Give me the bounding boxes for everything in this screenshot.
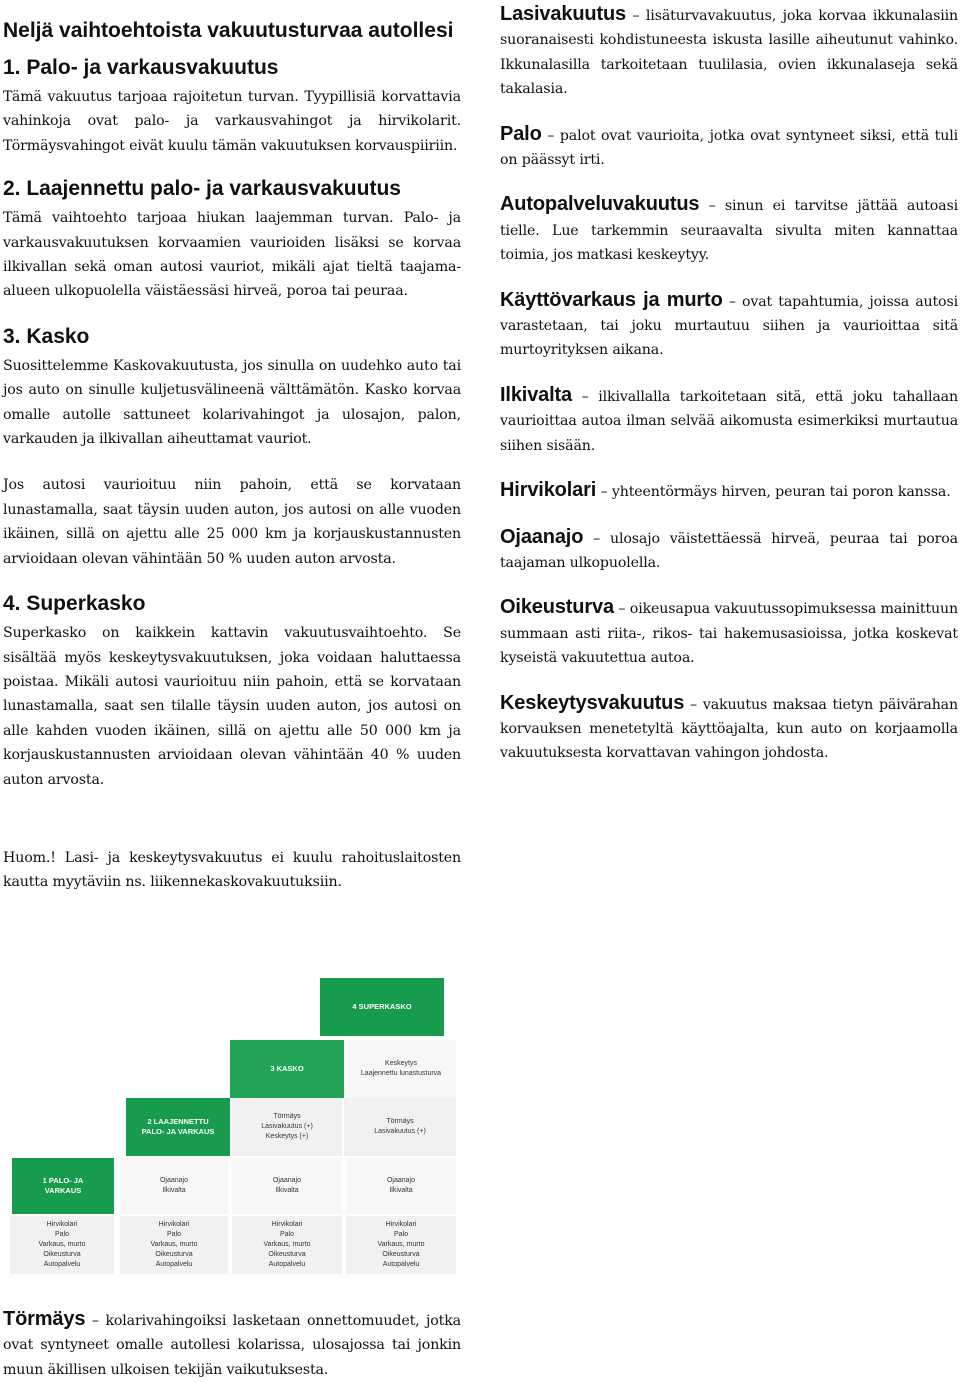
- pyramid-ojaanajo-box-1: [120, 1158, 228, 1214]
- definition-text: sinun ei tarvitse jättää autoasi tielle. Lue tarkemmin seuraavalta sivulta miten kannattaa toimia, jos matkasi keskeytyy.: [500, 198, 958, 264]
- pyramid-label: PALO- JA VARKAUS: [141, 1127, 215, 1136]
- definition-text: ilkivallalla tarkoitetaan sitä, että joku tahallaan vaurioittaa autoa ilman selvää aikomusta esimerkiksi murtautua siihen sisään.: [500, 388, 958, 454]
- pyramid-text: Hirvikolari: [271, 1221, 303, 1228]
- pyramid-text: Lasivakuutus (+): [374, 1128, 426, 1135]
- section-2-text: Tämä vaihtoehto tarjoaa hiukan laajemman turvan. Palo- ja varkausvakuutuksen korvaamien vaurioiden lisäksi se korvaa ilkivallan sekä oman autosi vauriot, mikäli ajat tieltä taajama-alueen ulkopuolella väistäessäsi hirveä, poroa tai peuraa.: [3, 210, 461, 300]
- term: Autopalveluvakuutus: [500, 193, 700, 216]
- section-4-heading: 4. Superkasko: [3, 592, 146, 616]
- definition-keskeytysvakuutus: Keskeytysvakuutus – vakuutus maksaa tietyn päivärahan korvauksen menetetyltä käyttöajalta, kun auto on korjaamolla vakuutuksesta korvattavan vahingon johdosta.: [500, 691, 958, 762]
- definition-kayttovarkaus: Käyttövarkaus ja murto – ovat tapahtumia, joissa autosi varastetaan, tai joku murtautuu siihen ja vaurioittaa sitä murtoyrityksen aikana.: [500, 288, 958, 359]
- definition-text: oikeusapua vakuutussopimuksessa mainittuun summaan asti riita-, rikos- tai hakemusasioissa, jotka koskevat kyseistä vakuutettua autoa.: [500, 601, 958, 667]
- pyramid-text: Autopalvelu: [43, 1261, 81, 1268]
- pyramid-text: Törmäys: [273, 1113, 301, 1120]
- term: Oikeusturva: [500, 596, 614, 619]
- pyramid-text: Autopalvelu: [382, 1261, 420, 1268]
- pyramid-text: Ilkivalta: [275, 1187, 299, 1194]
- definition-lasivakuutus: Lasivakuutus – lisäturvavakuutus, joka korvaa ikkunalasiin suoranaisesti kohdistuneesta iskusta lasille aiheutunut vahinko. Ikkunalasilla tarkoitetaan tuulilasia, ovien ikkunalaseja sekä takalasia.: [500, 3, 958, 98]
- definition-text: vakuutus maksaa tietyn päivärahan korvauksen menetetyltä käyttöajalta, kun auto on korjaamolla vakuutuksesta korvattavan vahingon johdosta.: [500, 696, 958, 762]
- pyramid-ojaanajo-box-2: [232, 1158, 342, 1214]
- pyramid-text: Lasivakuutus (+): [261, 1123, 313, 1130]
- pyramid-base-box-1: [10, 1216, 114, 1274]
- page-title: Neljä vaihtoehtoista vakuutusturvaa autollesi: [3, 19, 454, 42]
- term: Ilkivalta: [500, 383, 573, 406]
- term: Törmäys: [3, 1308, 86, 1330]
- section-1-text: Tämä vakuutus tarjoaa rajoitetun turvan. Tyypillisiä korvattavia vahinkoja ovat palo- ja varkausvahingot ja hirvikolarit. Törmäysvahingot eivät kuulu tämän vakuutuksen korvauspiiriin.: [3, 89, 461, 154]
- pyramid-text: Oikeusturva: [382, 1251, 420, 1258]
- definition-text: ulosajo väistettäessä hirveä, peuraa tai poroa taajaman ulkopuolella.: [500, 530, 958, 571]
- pyramid-level-1-palo-ja-varkaus: [12, 1158, 114, 1214]
- definition-text: lisäturvavakuutus, joka korvaa ikkunalasiin suoranaisesti kohdistuneesta iskusta lasille aiheutunut vahinko. Ikkunalasilla tarkoitetaan tuulilasia, ovien ikkunalaseja sekä takalasia.: [500, 8, 958, 98]
- pyramid-text: Ojaanajo: [272, 1177, 302, 1184]
- pyramid-ojaanajo-box-3: [346, 1158, 456, 1214]
- pyramid-label: 2 LAAJENNETTU: [147, 1117, 209, 1126]
- pyramid-text: Palo: [54, 1231, 69, 1238]
- section-3-heading: 3. Kasko: [3, 324, 90, 348]
- pyramid-text: Oikeusturva: [268, 1251, 306, 1258]
- definition-ojaanajo: Ojaanajo – ulosajo väistettäessä hirveä, peuraa tai poroa taajaman ulkopuolella.: [500, 525, 958, 571]
- pyramid-text: Oikeusturva: [43, 1251, 81, 1258]
- pyramid-text: Ilkivalta: [162, 1187, 186, 1194]
- definition-text: palot ovat vaurioita, jotka ovat syntyneet siksi, että tuli on päässyt irti.: [500, 127, 958, 169]
- pyramid-text: Ojaanajo: [159, 1177, 189, 1184]
- pyramid-text: Varkaus, murto: [263, 1241, 311, 1248]
- pyramid-text: Hirvikolari: [385, 1221, 417, 1228]
- right-column: [500, 2, 958, 786]
- pyramid-tormays-lasi-box: [344, 1098, 456, 1156]
- term: Keskeytysvakuutus: [500, 691, 685, 714]
- pyramid-text: Autopalvelu: [155, 1261, 193, 1268]
- pyramid-text: Varkaus, murto: [38, 1241, 86, 1248]
- section-3-text-1: Suosittelemme Kaskovakuutusta, jos sinulla on uudehko auto tai jos auto on sinulle kuljetusvälineenä välttämätön. Kasko korvaa omalle autolle sattuneet kolarivahingot ja ulosajon, palon, varkauden ja ilkivallan aiheuttamat vauriot.: [3, 357, 461, 448]
- tormays-definition: [3, 1307, 461, 1382]
- pyramid-text: Autopalvelu: [268, 1261, 306, 1268]
- definition-text: kolarivahingoiksi lasketaan onnettomuudet, jotka ovat syntyneet omalle autollesi kolarissa, ulosajossa tai jonkin muun äkillisen ulkoisen tekijän vaikutuksesta.: [3, 1313, 461, 1378]
- pyramid-label: 1 PALO- JA: [42, 1176, 84, 1185]
- section-1-heading: 1. Palo- ja varkausvakuutus: [3, 56, 279, 79]
- term: Lasivakuutus: [500, 3, 627, 25]
- section-2-heading: 2. Laajennettu palo- ja varkausvakuutus: [3, 177, 401, 201]
- note-text: Huom.! Lasi- ja keskeytysvakuutus ei kuulu rahoituslaitosten kautta myytäviin ns. liikennekaskovakuutuksiin.: [3, 850, 461, 891]
- pyramid-base-box-2: [120, 1216, 228, 1274]
- pyramid-text: Keskeytys (+): [265, 1133, 309, 1140]
- definition-tormays: Törmäys – kolarivahingoiksi lasketaan onnettomuudet, jotka ovat syntyneet omalle autollesi kolarissa, ulosajossa tai jonkin muun äkillisen ulkoisen tekijän vaikutuksesta.: [3, 1308, 461, 1378]
- definition-palo: Palo – palot ovat vaurioita, jotka ovat syntyneet siksi, että tuli on päässyt irti.: [500, 122, 958, 169]
- definition-oikeusturva: Oikeusturva – oikeusapua vakuutussopimuksessa mainittuun summaan asti riita-, rikos- tai hakemusasioissa, jotka koskevat kyseistä vakuutettua autoa.: [500, 596, 958, 667]
- pyramid-level-3-kasko: [230, 1040, 344, 1098]
- note: [3, 846, 461, 895]
- pyramid-label: 4 SUPERKASKO: [352, 1002, 412, 1011]
- pyramid-text: Palo: [166, 1231, 181, 1238]
- pyramid-keskeytys-box: [346, 1040, 456, 1098]
- definition-text: yhteentörmäys hirven, peuran tai poron kanssa.: [611, 484, 951, 501]
- pyramid-label: VARKAUS: [44, 1186, 82, 1195]
- pyramid-text: Palo: [279, 1231, 294, 1238]
- pyramid-base-box-4: [346, 1216, 456, 1274]
- pyramid-level-2-laajennettu: [126, 1098, 230, 1156]
- pyramid-tormays-plus-box: [232, 1098, 342, 1156]
- pyramid-text: Keskeytys: [385, 1060, 417, 1067]
- definition-autopalveluvakuutus: Autopalveluvakuutus – sinun ei tarvitse jättää autoasi tielle. Lue tarkemmin seuraavalta sivulta miten kannattaa toimia, jos matkasi keskeytyy.: [500, 193, 958, 264]
- pyramid-text: Oikeusturva: [155, 1251, 193, 1258]
- pyramid-text: Ilkivalta: [389, 1187, 413, 1194]
- coverage-pyramid: [10, 972, 456, 1278]
- left-column: [3, 18, 461, 792]
- definition-ilkivalta: Ilkivalta – ilkivallalla tarkoitetaan sitä, että joku tahallaan vaurioittaa autoa ilman selvää aikomusta esimerkiksi murtautua siihen sisään.: [500, 383, 958, 454]
- pyramid-text: Varkaus, murto: [377, 1241, 425, 1248]
- pyramid-text: Hirvikolari: [46, 1221, 78, 1228]
- term: Ojaanajo: [500, 525, 584, 548]
- pyramid-text: Hirvikolari: [158, 1221, 190, 1228]
- pyramid-label: 3 KASKO: [270, 1064, 304, 1073]
- term: Käyttövarkaus ja murto: [500, 288, 723, 311]
- pyramid-text: Ojaanajo: [386, 1177, 416, 1184]
- pyramid-text: Laajennettu lunastusturva: [360, 1070, 442, 1077]
- term: Hirvikolari: [500, 479, 597, 502]
- term: Palo: [500, 122, 542, 145]
- pyramid-base-box-3: [232, 1216, 342, 1274]
- pyramid-text: Palo: [393, 1231, 408, 1238]
- definition-hirvikolari: Hirvikolari – yhteentörmäys hirven, peuran tai poron kanssa.: [500, 479, 951, 502]
- pyramid-level-4-superkasko: [320, 978, 444, 1036]
- section-4-text: Superkasko on kaikkein kattavin vakuutusvaihtoehto. Se sisältää myös keskeytysvakuutuksen, joka voidaan haluttaessa poistaa. Mikäli autosi vaurioituu niin pahoin, että se korvataan lunastamalla, saat sen tilalle täysin uuden auton, jos autosi on alle kahden vuoden ikäinen, sillä on ajettu alle 50 000 km ja korjauskustannusten arvioidaan olevan vähintään 40 % uuden auton arvosta.: [3, 625, 461, 788]
- definition-text: ovat tapahtumia, joissa autosi varastetaan, tai joku murtautuu siihen ja vaurioittaa sitä murtoyrityksen aikana.: [500, 293, 958, 359]
- section-3-text-2: Jos autosi vaurioituu niin pahoin, että se korvataan lunastamalla, saat täysin uuden auton, jos autosi on alle vuoden ikäinen, sillä on ajettu alle 25 000 km ja korjauskustannusten arvioidaan olevan vähintään 50 % uuden auton arvosta.: [3, 477, 461, 567]
- pyramid-text: Varkaus, murto: [150, 1241, 198, 1248]
- pyramid-text: Törmäys: [386, 1118, 414, 1125]
